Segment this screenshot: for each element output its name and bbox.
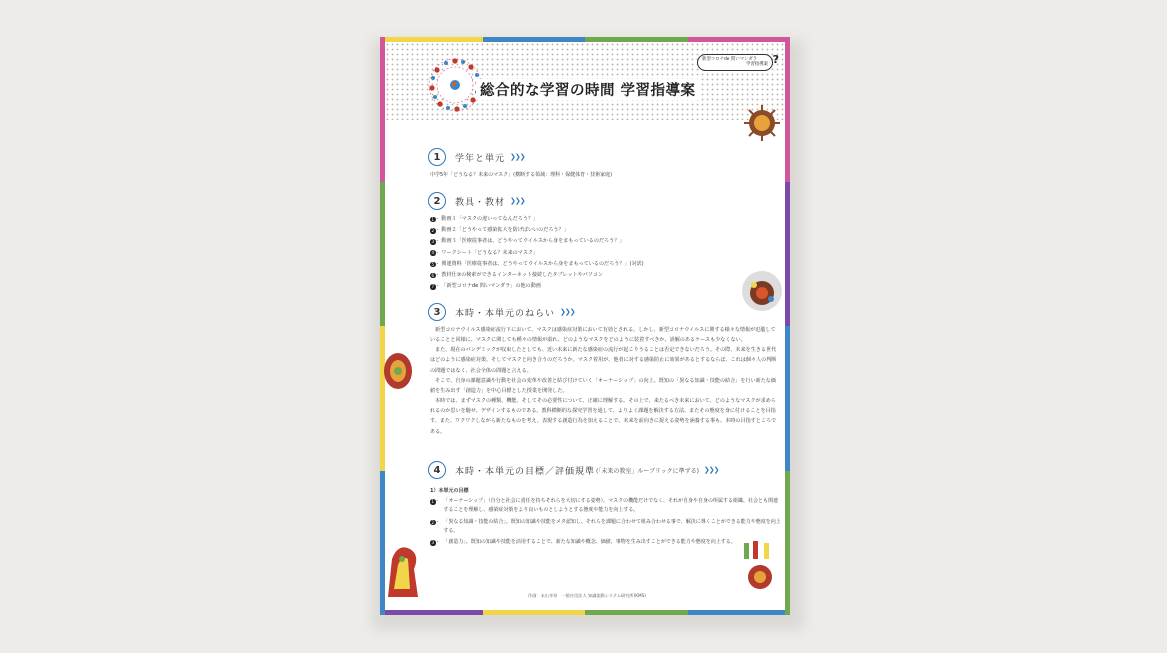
chevrons-icon: ❯❯❯ [510,153,525,161]
list-item: 6 - 教材仕③の検索ができるインターネット接続したタブレットやパソコン [431,272,604,279]
section-4-number: 4 [428,461,446,479]
goals-block [430,487,782,549]
page-title: 総合的な学習の時間 学習指導案 [476,79,700,100]
section-1-heading [428,148,525,166]
goal-item: 1 - 「オーナーシップ」（自分と社会に責任を持ちそれらを大切にする姿勢）。マスクの機能だけでなく、それが自身や自身の所属する組織、社会とも関連することを理解し、感染症対策をより良いものとしようとする態度や能力を向上する。 [431,498,779,514]
section-2-number: 2 [428,192,446,210]
border-bottom-green [585,610,688,615]
materials-list [430,214,644,292]
border-right-pink [785,37,790,182]
list-item: 1 - 動画１「マスクの違いってなんだろう？」 [431,216,539,222]
aims-paragraph: また、現在のパンデミックが収束したとしても、近い未来に新たな感染症の流行が起こりうることは否定できないだろう。その際、未来を生きる世代はどのように感染症対策、そしてマスクと向き合うのだろうか。マスク着用が、他者に対する感染防止に効果があるとするならば、これは個々人の判断の問題ではなく、社会全体の問題と言える。 [430,347,777,374]
virus-illustration-top-right [742,103,782,143]
border-bottom-yellow [483,610,586,615]
list-item: 2 - 動画２「どうやって感染拡大を防げばいいのだろう？」 [431,227,569,234]
chevrons-icon: ❯❯❯ [560,308,575,316]
list-item: 4 - ワークシート「どうなる？未来のマスク」 [431,249,539,256]
list-item: 5 - 関連資料「医療従事者は、どうやってウイルスから身をまもっているのだろう？」(対訳) [431,260,644,267]
section-2-title: 教具・教材 [455,197,506,208]
series-badge [697,53,779,71]
border-right-green [785,471,790,616]
aims-paragraphs [430,325,780,437]
badge-line-1: 新型コロナde 問いマンダラ [702,57,758,62]
border-right-blue [785,326,790,471]
grade-unit-text: 中学5年「どうなる？未来のマスク」(横断する領域：理科・保健体育・技術家庭) [430,172,613,178]
section-3-title: 本時・本単元のねらい [455,308,556,319]
border-bottom-blue [688,610,791,615]
section-2-heading [428,192,525,210]
poster-sheet [380,37,790,615]
chevrons-icon: ❯❯❯ [703,466,719,474]
chevrons-icon: ❯❯❯ [510,197,525,205]
border-right-purple [785,182,790,327]
section-3-number: 3 [428,303,446,321]
section-1-number: 1 [428,148,446,166]
aims-paragraph: そこで、自身の課題意識や行動を社会の変革や改善と結び付けていく「オーナーシップ」の向上、既知の「異なる知識・技能の結合」を行い新たな価値を生み出す「創造力」を中心目標とした授業を開発した。 [430,377,776,394]
dotted-header [385,42,785,120]
border-bottom-purple [380,610,483,615]
creature-illustration-bottom-left [384,539,424,599]
credit-line: 作画：未山幸奈 一般社団法人 知識流動システム研究所(KMS) [528,593,646,598]
list-item: 3 - 動画３「医療従事者は、どうやってウイルスから身をまもっているのだろう？」 [431,238,625,245]
goals-heading: 1）本単元の目標 [430,488,469,494]
section-1-title: 学年と単元 [455,153,506,164]
aims-paragraph: 新型コロナウイルス感染症流行下において、マスクは感染症対策において有効とされる。しかし、新型コロナウイルスに関する様々な情報が氾濫していることと同様に、マスクに関しても種々の情報が溢れ、どのようなマスクをどのように装着すべきか、誤解のあるケースも少なくない。 [430,327,776,344]
border-left-yellow [380,326,385,471]
border-left-green [380,182,385,327]
list-item: 7 - 「新型コロナde 問いマンダラ」の他の動画 [431,283,541,290]
badge-line-2: 学習指導案 [746,62,768,67]
virus-illustration-left [384,349,418,393]
section-3-heading [428,303,575,321]
section-4-heading [428,461,719,479]
question-mark-icon: ? [772,53,779,66]
goal-item: 2 - 「異なる知識・技能の結合」。既知の知識や技能をメタ認知し、それらを課題に合わせて組み合わせる事で、解決に導くことができる能力や態度を向上する。 [431,518,781,534]
aims-paragraph: 本時では、まずマスクの種類、機能、そしてその必要性について、正確に理解する。その上で、来たるべき未来において、どのようなマスクが求められるのか思いを馳せ、デザインするものである。教科横断的な探究学習を通して、よりよく課題を解決する方法、またその態度を身に付けることを目指す。また、ワクワクしながら新たなものを考え、表現する創造行為を加えることで、未来を前向きに捉える姿勢を涵養する事も、本時の目指すところである。 [430,398,777,435]
section-4-title: 本時・本単元の目標／評価規準 [455,466,596,477]
goal-item: 3 - 「創造力」。既知の知識や技能を活用することで、新たな知識や概念、価値、事物を生み出すことができる能力や態度を向上する。 [431,539,736,546]
virus-illustration-right [740,269,784,313]
section-4-subtitle: (「未来の教室」ルーブリックに準ずる) [596,467,699,475]
